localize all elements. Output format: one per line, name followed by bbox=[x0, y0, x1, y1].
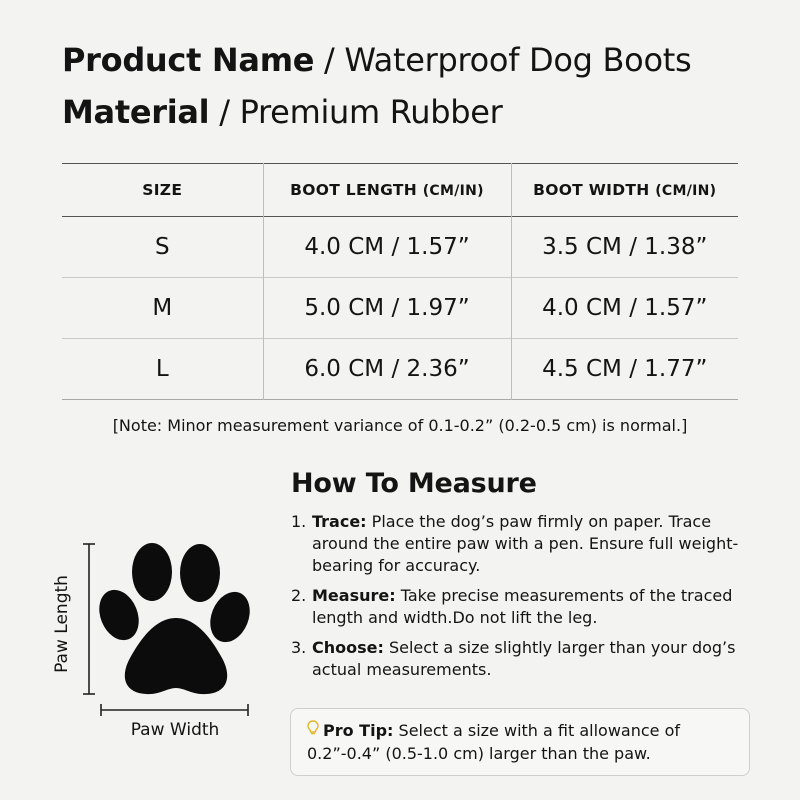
boot-width-cell: 4.0 CM / 1.57” bbox=[511, 278, 738, 339]
header-boot-length-unit: (CM/IN) bbox=[422, 183, 484, 199]
pro-tip-box bbox=[290, 708, 750, 776]
header-boot-width-label: BOOT WIDTH bbox=[533, 181, 650, 199]
boot-length-cell: 6.0 CM / 2.36” bbox=[263, 339, 511, 400]
measure-steps-list bbox=[291, 511, 761, 681]
size-cell: L bbox=[155, 356, 169, 382]
product-name-value: Waterproof Dog Boots bbox=[344, 41, 692, 79]
size-chart-table bbox=[62, 163, 738, 400]
size-cell: S bbox=[154, 234, 170, 260]
step-number: 3. bbox=[291, 638, 307, 657]
table-row bbox=[62, 339, 738, 400]
separator: / bbox=[314, 41, 345, 79]
product-name-label: Product Name bbox=[62, 41, 315, 79]
paw-width-dimension-line bbox=[101, 704, 248, 716]
pro-tip-label: Pro Tip: bbox=[323, 721, 394, 740]
step-text: Take precise measurements of the traced length and width.Do not lift the leg. bbox=[312, 586, 733, 627]
product-header bbox=[62, 34, 691, 138]
pro-tip-text: Select a size with a fit allowance of 0.2”-0.4” (0.5-1.0 cm) larger than the paw. bbox=[307, 721, 680, 763]
table-row bbox=[62, 278, 738, 339]
boot-width-cell: 4.5 CM / 1.77” bbox=[511, 339, 738, 400]
step-label: Measure: bbox=[312, 586, 396, 605]
step-text: Place the dog’s paw firmly on paper. Trace around the entire paw with a pen. Ensure full weight-bearing for accuracy. bbox=[312, 512, 739, 575]
paw-length-label: Paw Length bbox=[52, 575, 72, 673]
header-boot-width bbox=[511, 164, 738, 217]
step-label: Trace: bbox=[312, 512, 367, 531]
size-cell: M bbox=[152, 295, 173, 321]
paw-print-icon bbox=[92, 543, 257, 694]
boot-width-cell: 3.5 CM / 1.38” bbox=[511, 217, 738, 278]
list-item bbox=[291, 637, 761, 681]
paw-diagram-svg bbox=[50, 540, 270, 750]
header-boot-width-unit: (CM/IN) bbox=[655, 183, 717, 199]
paw-length-dimension-line bbox=[83, 544, 95, 694]
lightbulb-icon bbox=[307, 721, 319, 740]
paw-width-label: Paw Width bbox=[130, 720, 220, 740]
product-name-line bbox=[62, 34, 691, 86]
material-line bbox=[62, 86, 691, 138]
header-boot-length-label: BOOT LENGTH bbox=[290, 181, 417, 199]
material-value: Premium Rubber bbox=[239, 93, 503, 131]
how-to-measure-section bbox=[291, 468, 761, 689]
boot-length-cell: 4.0 CM / 1.57” bbox=[263, 217, 511, 278]
list-item bbox=[291, 511, 761, 577]
material-label: Material bbox=[62, 93, 210, 131]
step-number: 2. bbox=[291, 586, 307, 605]
header-size-label: SIZE bbox=[142, 181, 183, 199]
how-to-measure-title: How To Measure bbox=[291, 468, 537, 499]
table-header-row bbox=[62, 164, 738, 217]
header-size bbox=[62, 164, 263, 217]
header-boot-length bbox=[263, 164, 511, 217]
paw-diagram bbox=[50, 540, 270, 750]
list-item bbox=[291, 585, 761, 629]
boot-length-cell: 5.0 CM / 1.97” bbox=[263, 278, 511, 339]
measurement-note: [Note: Minor measurement variance of 0.1-0.2” (0.2-0.5 cm) is normal.] bbox=[112, 416, 688, 435]
step-text: Select a size slightly larger than your dog’s actual measurements. bbox=[312, 638, 736, 679]
separator: / bbox=[209, 93, 240, 131]
step-label: Choose: bbox=[312, 638, 384, 657]
step-number: 1. bbox=[291, 512, 307, 531]
table-row bbox=[62, 217, 738, 278]
